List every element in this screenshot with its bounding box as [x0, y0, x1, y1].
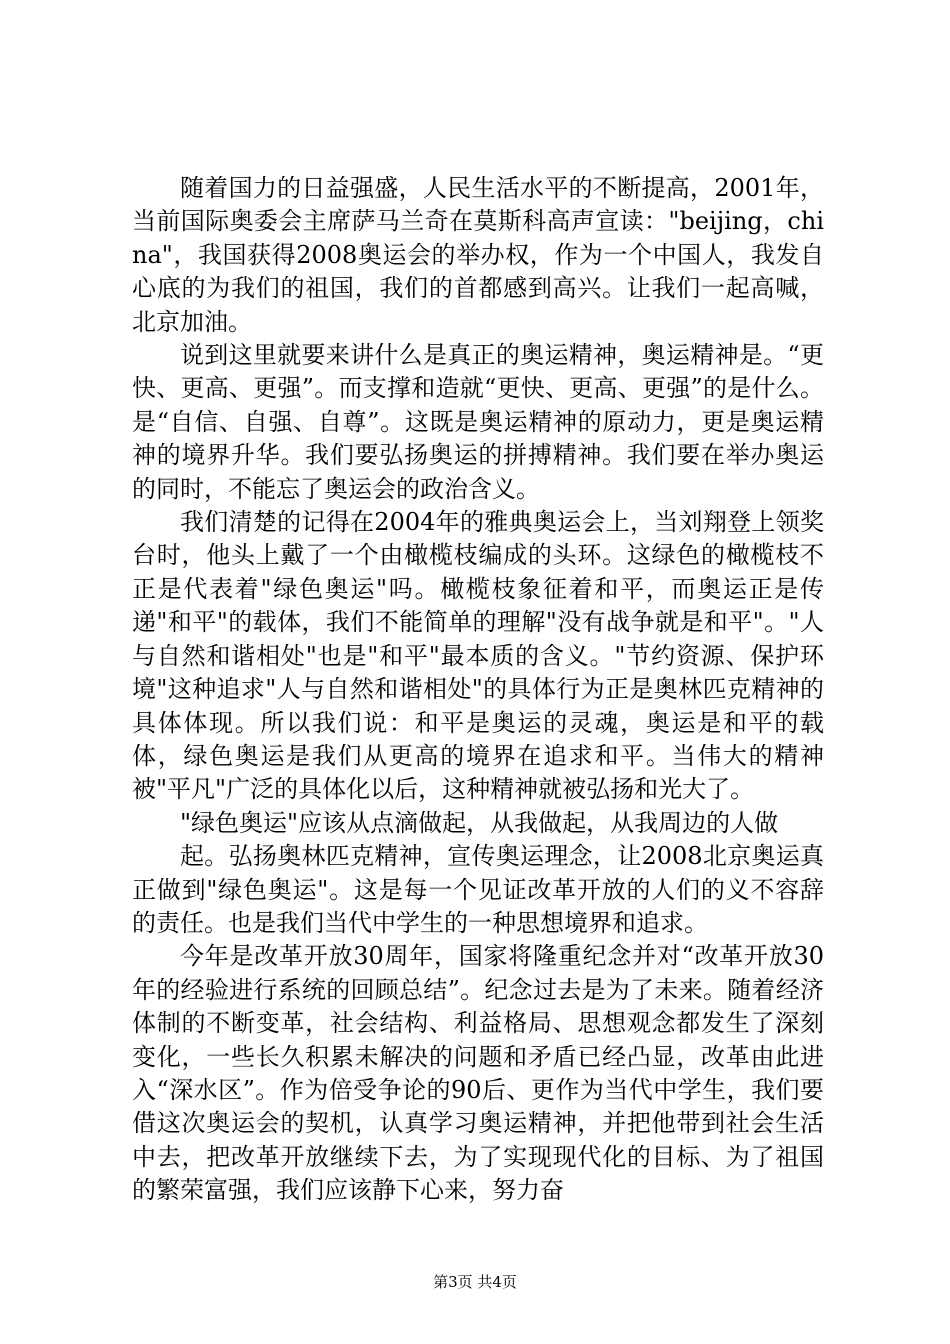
paragraph-2: 说到这里就要来讲什么是真正的奥运精神，奥运精神是。“更快、更高、更强”。而支撑和造就“更快、更高、更强”的是什么。是“自信、自强、自尊”。这既是奥运精神的原动力，更是奥运精神的境界升华。我们要弘扬奥运的拼搏精神。我们要在举办奥运的同时，不能忘了奥运会的政治含义。 [132, 341, 824, 503]
document-body [132, 172, 824, 1208]
paragraph-3: 我们清楚的记得在2004年的雅典奥运会上，当刘翔登上领奖台时，他头上戴了一个由橄榄枝编成的头环。这绿色的橄榄枝不正是代表着"绿色奥运"吗。橄榄枝象征着和平，而奥运正是传递"和平"的载体，我们不能简单的理解"没有战争就是和平"。"人与自然和谐相处"也是"和平"最本质的含义。"节约资源、保护环境"这种追求"人与自然和谐相处"的具体行为正是奥林匹克精神的具体体现。所以我们说：和平是奥运的灵魂，奥运是和平的载体，绿色奥运是我们从更高的境界在追求和平。当伟大的精神被"平凡"广泛的具体化以后，这种精神就被弘扬和光大了。 [132, 508, 824, 804]
paragraph-5: 起。弘扬奥林匹克精神，宣传奥运理念，让2008北京奥运真正做到"绿色奥运"。这是每一个见证改革开放的人们的义不容辞的责任。也是我们当代中学生的一种思想境界和追求。 [132, 842, 824, 937]
paragraph-1: 随着国力的日益强盛，人民生活水平的不断提高，2001年，当前国际奥委会主席萨马兰奇在莫斯科高声宣读："beijing，china"，我国获得2008奥运会的举办权，作为一个中国人，我发自心底的为我们的祖国，我们的首都感到高兴。让我们一起高喊，北京加油。 [132, 174, 824, 336]
page-footer: 第3页 共4页 [433, 1273, 517, 1291]
paragraph-6: 今年是改革开放30周年，国家将隆重纪念并对“改革开放30年的经验进行系统的回顾总结”。纪念过去是为了未来。随着经济体制的不断变革，社会结构、利益格局、思想观念都发生了深刻变化，一些长久积累未解决的问题和矛盾已经凸显，改革由此进入“深水区”。作为倍受争论的90后、更作为当代中学生，我们要借这次奥运会的契机，认真学习奥运精神，并把他带到社会生活中去，把改革开放继续下去，为了实现现代化的目标、为了祖国的繁荣富强，我们应该静下心来，努力奋 [132, 942, 824, 1205]
paragraph-4: "绿色奥运"应该从点滴做起，从我做起，从我周边的人做 [180, 808, 779, 837]
